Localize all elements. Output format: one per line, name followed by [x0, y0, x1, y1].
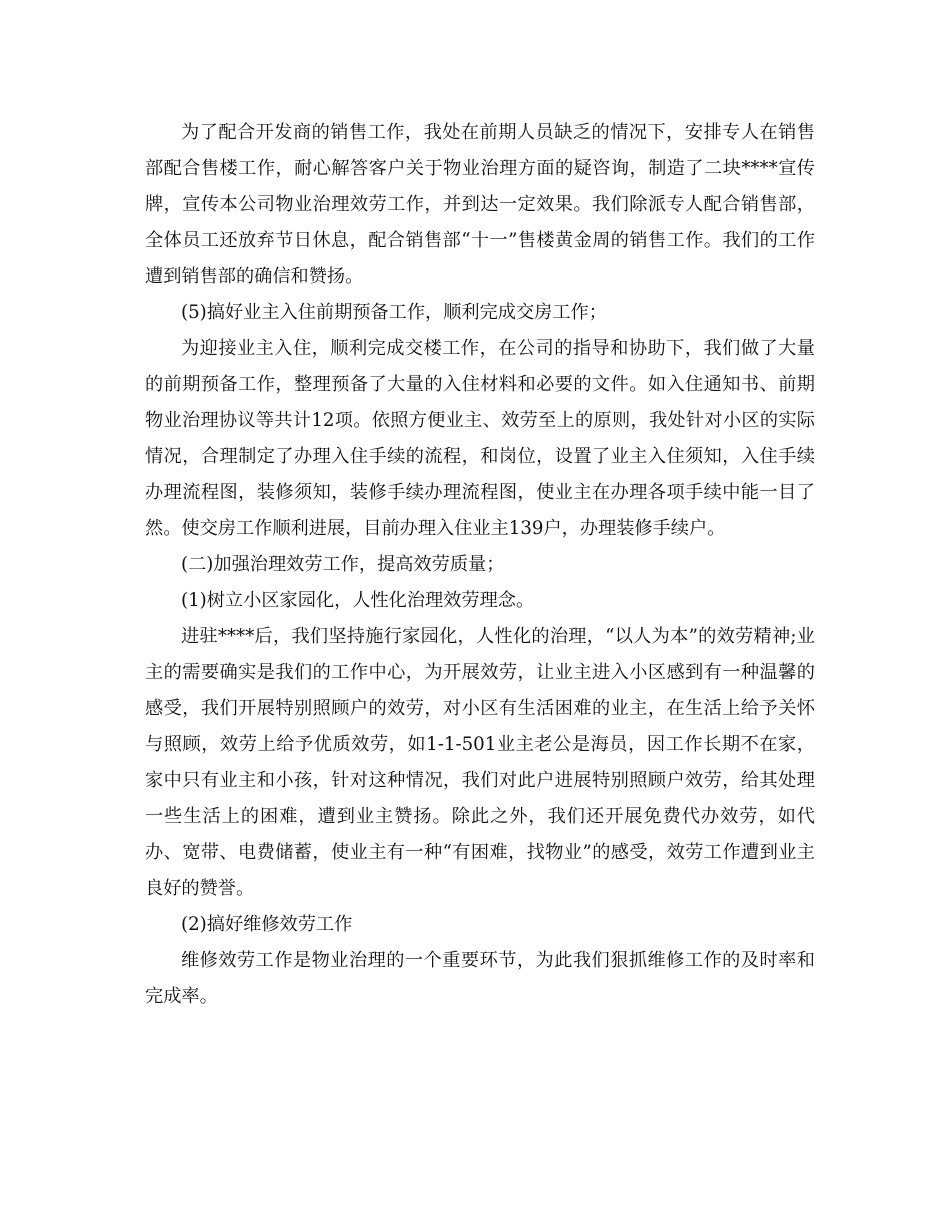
- paragraph-maintenance: 维修效劳工作是物业治理的一个重要环节，为此我们狠抓维修工作的及时率和完成率。: [145, 950, 815, 1007]
- paragraph-move-in-preparation: 为迎接业主入住，顺利完成交楼工作，在公司的指导和协助下，我们做了大量的前期预备工作，整理预备了大量的入住材料和必要的文件。如入住通知书、前期物业治理协议等共计12项。依照方便业主、效劳至上的原则，我处针对小区的实际情况，合理制定了办理入住手续的流程，和岗位，设置了业主入住须知，入住手续办理流程图，装修须知，装修手续办理流程图，使业主在办理各项手续中能一目了然。使交房工作顺利进展，目前办理入住业主139户，办理装修手续户。: [145, 338, 815, 539]
- heading-maintenance: (2)搞好维修效劳工作: [181, 914, 353, 935]
- heading-home-concept: (1)树立小区家园化，人性化治理效劳理念。: [181, 590, 535, 611]
- paragraph-home-concept: 进驻****后，我们坚持施行家园化，人性化的治理，“以人为本”的效劳精神;业主的需要确实是我们的工作中心，为开展效劳，让业主进入小区感到有一种温馨的感受，我们开展特别照顾户的效劳，对小区有生活困难的业主，在生活上给予关怀与照顾，效劳上给予优质效劳，如1-1-501业主老公是海员，因工作长期不在家，家中只有业主和小孩，针对这种情况，我们对此户进展特别照顾户效劳，给其处理一些生活上的困难，遭到业主赞扬。除此之外，我们还开展免费代办效劳，如代办、宽带、电费储蓄，使业主有一种“有困难，找物业”的感受，效劳工作遭到业主良好的赞誉。: [145, 626, 815, 899]
- document-body: [145, 115, 815, 1015]
- paragraph-sales-support: 为了配合开发商的销售工作，我处在前期人员缺乏的情况下，安排专人在销售部配合售楼工作，耐心解答客户关于物业治理方面的疑咨询，制造了二块****宣传牌，宣传本公司物业治理效劳工作，并到达一定效果。我们除派专人配合销售部，全体员工还放弃节日休息，配合销售部“十一”售楼黄金周的销售工作。我们的工作遭到销售部的确信和赞扬。: [145, 122, 815, 287]
- heading-service-quality: (二)加强治理效劳工作，提高效劳质量；: [181, 554, 505, 575]
- heading-move-in-preparation: (5)搞好业主入住前期预备工作，顺利完成交房工作；: [181, 302, 607, 323]
